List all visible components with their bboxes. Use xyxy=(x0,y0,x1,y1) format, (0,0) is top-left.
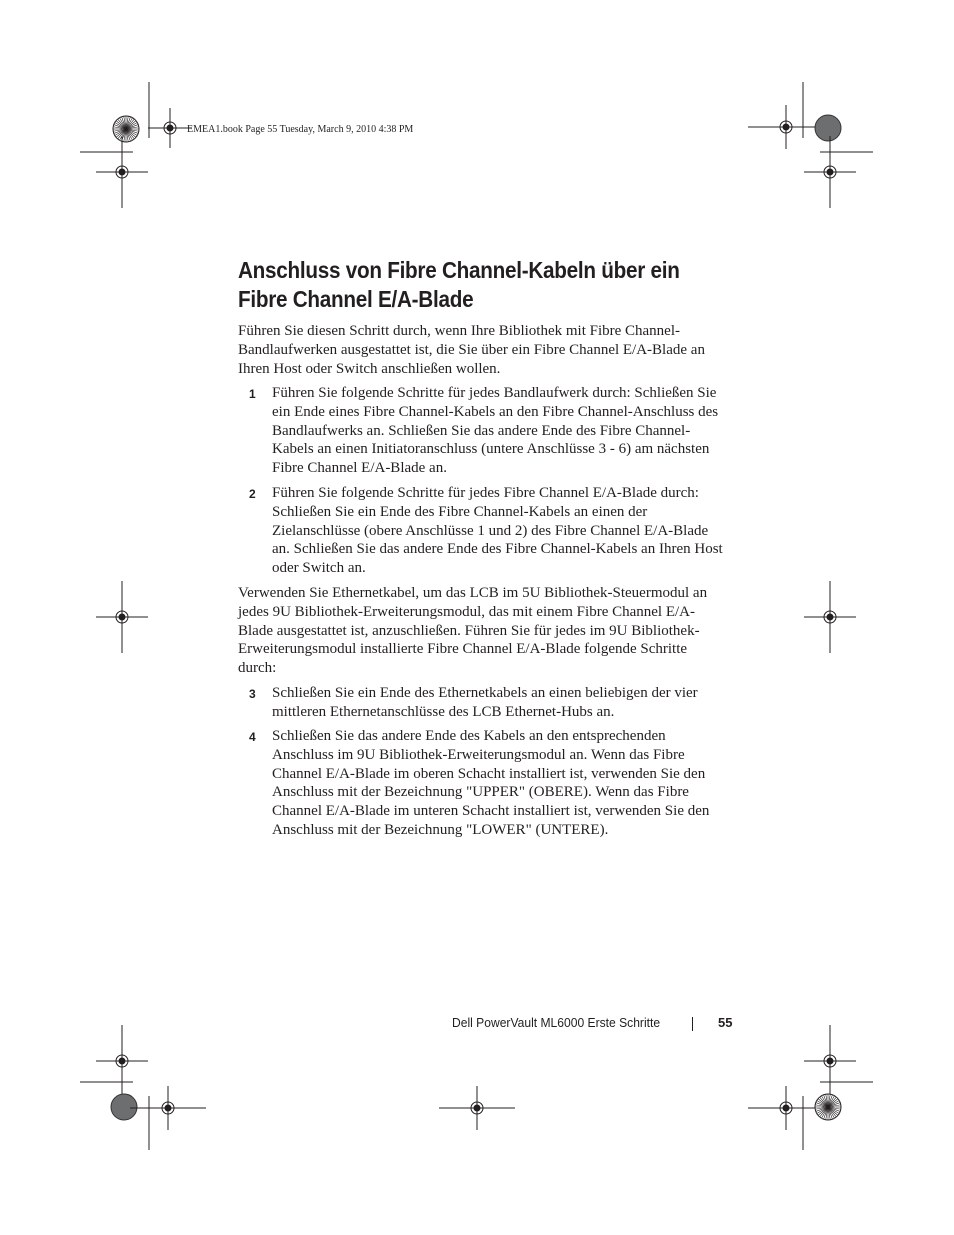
text-line: Channel E/A-Blade im oberen Schacht installiert ist, verwenden Sie den xyxy=(272,765,706,782)
step-text xyxy=(272,684,698,722)
title-line: Anschluss von Fibre Channel-Kabeln über ein xyxy=(238,257,680,283)
registration-dot xyxy=(783,1105,789,1111)
text-line: Führen Sie diesen Schritt durch, wenn Ihre Bibliothek mit Fibre Channel- xyxy=(238,323,681,339)
registration-dot xyxy=(119,614,125,620)
text-line: Anschluss mit der Bezeichnung "LOWER" (UNTERE). xyxy=(272,821,609,838)
text-line: Schließen Sie ein Ende des Ethernetkabels an einen beliebigen der vier xyxy=(272,685,698,701)
text-line: Bandlaufwerken ausgestattet ist, die Sie über ein Fibre Channel E/A-Blade an xyxy=(238,341,705,358)
page-title xyxy=(238,256,706,314)
page-number: 55 xyxy=(718,1015,733,1030)
registration-dot xyxy=(783,124,789,130)
shaded-target xyxy=(815,115,841,141)
registration-dot xyxy=(827,614,833,620)
registration-dot xyxy=(827,169,833,175)
registration-dot xyxy=(119,169,125,175)
print-slug: EMEA1.book Page 55 Tuesday, March 9, 2010 4:38 PM xyxy=(187,124,414,135)
footer-separator xyxy=(692,1017,693,1031)
text-line: Channel E/A-Blade im unteren Schacht installiert ist, verwenden Sie den xyxy=(272,803,710,820)
text-line: durch: xyxy=(238,660,277,677)
text-line: Verwenden Sie Ethernetkabel, um das LCB im 5U Bibliothek-Steuermodul an xyxy=(238,585,708,601)
text-line: Anschluss im 9U Bibliothek-Erweiterungsmodul an. Wenn das Fibre xyxy=(272,746,685,763)
step-text xyxy=(272,484,723,578)
text-line: ein Ende eines Fibre Channel-Kabels an den Fibre Channel-Anschluss des xyxy=(272,403,719,420)
text-line: an. Schließen Sie das andere Ende des Fibre Channel-Kabels an Ihren Host xyxy=(272,541,723,558)
text-line: Blade ausgestattet ist, anzuschließen. Führen Sie für jedes im 9U Bibliothek- xyxy=(238,622,700,639)
footer-title: Dell PowerVault ML6000 Erste Schritte xyxy=(452,1015,661,1030)
registration-dot xyxy=(827,1058,833,1064)
text-line: jedes 9U Bibliothek-Erweiterungsmodul, das mit einem Fibre Channel E/A- xyxy=(238,603,695,620)
step-number: 4 xyxy=(249,730,256,744)
step-number: 1 xyxy=(249,387,256,401)
step-text xyxy=(272,727,709,840)
title-line: Fibre Channel E/A-Blade xyxy=(238,286,474,312)
text-line: Führen Sie folgende Schritte für jedes Fibre Channel E/A-Blade durch: xyxy=(272,485,699,501)
text-line: Schließen Sie das andere Ende des Kabels an den entsprechenden xyxy=(272,728,666,744)
shaded-target xyxy=(111,1094,137,1120)
text-line: Bandlaufwerks an. Schließen Sie das andere Ende des Fibre Channel- xyxy=(272,422,691,439)
step-number: 2 xyxy=(249,487,256,501)
text-line: oder Switch an. xyxy=(272,560,366,577)
registration-dot xyxy=(119,1058,125,1064)
text-line: Anschluss mit der Bezeichnung "UPPER" (OBERE). Wenn das Fibre xyxy=(272,784,689,801)
text-line: Kabels an einen Initiatoranschluss (untere Anschlüsse 3 - 6) am nächsten xyxy=(272,441,710,458)
step-number: 3 xyxy=(249,687,256,701)
step-text xyxy=(272,384,718,478)
text-line: mittleren Ethernetanschlüsse des LCB Ethernet-Hubs an. xyxy=(272,703,615,720)
intro-paragraph xyxy=(238,322,738,378)
registration-dot xyxy=(167,125,173,131)
middle-paragraph xyxy=(238,584,738,678)
text-line: Zielanschlüsse (obere Anschlüsse 1 und 2) des Fibre Channel E/A-Blade xyxy=(272,522,709,539)
text-line: Führen Sie folgende Schritte für jedes Bandlaufwerk durch: Schließen Sie xyxy=(272,385,717,401)
registration-dot xyxy=(165,1105,171,1111)
text-line: Schließen Sie ein Ende des Fibre Channel-Kabels an einen der xyxy=(272,503,648,520)
registration-dot xyxy=(474,1105,480,1111)
text-line: Fibre Channel E/A-Blade an. xyxy=(272,460,447,477)
text-line: Ihren Host oder Switch anschließen wollen. xyxy=(238,360,501,377)
text-line: Erweiterungsmodul installierte Fibre Channel E/A-Blade folgende Schritte xyxy=(238,641,688,658)
